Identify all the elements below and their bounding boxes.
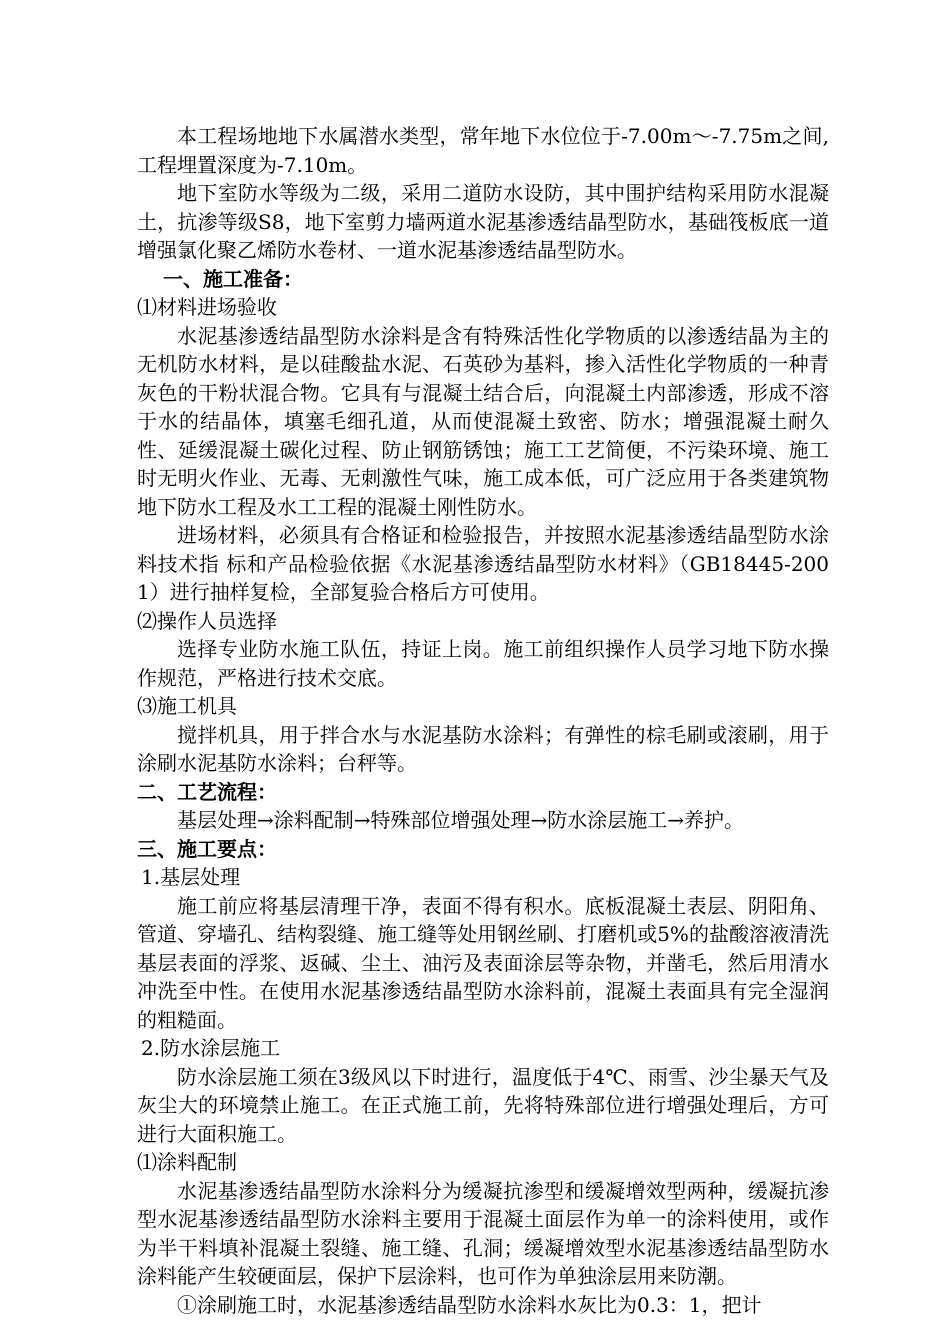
subheading-operator-selection: ⑵操作人员选择: [137, 608, 277, 633]
paragraph-coating-construction: 防水涂层施工须在3级风以下时进行，温度低于4℃、雨雪、沙尘暴天气及灰尘大的环境禁止施工。在正式施工前，先将特殊部位进行增强处理后，方可进行大面积施工。: [137, 1064, 829, 1146]
paragraph-construction-tools: 搅拌机具，用于拌合水与水泥基防水涂料；有弹性的棕毛刷或滚刷，用于涂刷水泥基防水涂料；台秤等。: [137, 722, 829, 775]
paragraph-groundwater: 本工程场地地下水属潜水类型，常年地下水位位于-7.00m～-7.75m之间,工程埋置深度为-7.10m。: [137, 124, 829, 177]
subheading-coating-construction: 2.防水涂层施工: [141, 1036, 281, 1060]
paragraph-material-description: 水泥基渗透结晶型防水涂料是含有特殊活性化学物质的以渗透结晶为主的无机防水材料，是以硅酸盐水泥、石英砂为基料，掺入活性化学物质的一种青灰色的干粉状混合物。它具有与混凝土结合后，向混凝土内部渗透，形成不溶于水的结晶体，填塞毛细孔道，从而使混凝土致密、防水；增强混凝土耐久性、延缓混凝土碳化过程、防止钢筋锈蚀；施工工艺简便，不污染环境、施工时无明火作业、无毒、无刺激性气味，施工成本低，可广泛应用于各类建筑物地下防水工程及水工工程的混凝土刚性防水。: [137, 323, 829, 519]
subheading-material-acceptance: ⑴材料进场验收: [137, 295, 277, 319]
document-page: [137, 122, 829, 1319]
paragraph-operator-selection: 选择专业防水施工队伍，持证上岗。施工前组织操作人员学习地下防水操作规范，严格进行技术交底。: [137, 637, 829, 690]
paragraph-material-inspection: 进场材料，必须具有合格证和检验报告，并按照水泥基渗透结晶型防水涂料技术指 标和产品检验依据《水泥基渗透结晶型防水材料》（GB18445-2001）进行抽样复检，全部复验合格后方可使用。: [137, 523, 829, 604]
paragraph-base-treatment: 施工前应将基层清理干净，表面不得有积水。底板混凝土表层、阴阳角、管道、穿墙孔、结构裂缝、施工缝等处用钢丝刷、打磨机或5%的盐酸溶液清洗基层表面的浮浆、返碱、尘土、油污及表面涂层等杂物，并凿毛，然后用清水冲洗至中性。在使用水泥基渗透结晶型防水涂料前，混凝土表面具有完全湿润的粗糙面。: [137, 893, 829, 1032]
paragraph-waterproof-grade: 地下室防水等级为二级，采用二道防水设防，其中围护结构采用防水混凝土，抗渗等级S8，地下室剪力墙两道水泥基渗透结晶型防水，基础筏板底一道增强氯化聚乙烯防水卷材、一道水泥基渗透结晶型防水。: [137, 181, 829, 262]
subheading-coating-preparation: ⑴涂料配制: [137, 1150, 237, 1174]
subheading-construction-tools: ⑶施工机具: [137, 694, 237, 718]
heading-construction-preparation: 一、施工准备：: [163, 266, 303, 291]
heading-process-flow: 二、工艺流程：: [137, 779, 277, 804]
paragraph-coating-types: 水泥基渗透结晶型防水涂料分为缓凝抗渗型和缓凝增效型两种，缓凝抗渗型水泥基渗透结晶型防水涂料主要用于混凝土面层作为单一的涂料使用，或作为半干料填补混凝土裂缝、施工缝、孔洞；缓凝增效型水泥基渗透结晶型防水涂料能产生较硬面层，保护下层涂料，也可作为单独涂层用来防潮。: [137, 1178, 829, 1288]
paragraph-brushing-ratio: ①涂刷施工时，水泥基渗透结晶型防水涂料水灰比为0.3：1，把计: [177, 1292, 762, 1317]
paragraph-process-flow: 基层处理→涂料配制→特殊部位增强处理→防水涂层施工→养护。: [177, 808, 745, 832]
subheading-base-treatment: 1.基层处理: [141, 865, 241, 889]
heading-key-points: 三、施工要点：: [137, 836, 277, 861]
